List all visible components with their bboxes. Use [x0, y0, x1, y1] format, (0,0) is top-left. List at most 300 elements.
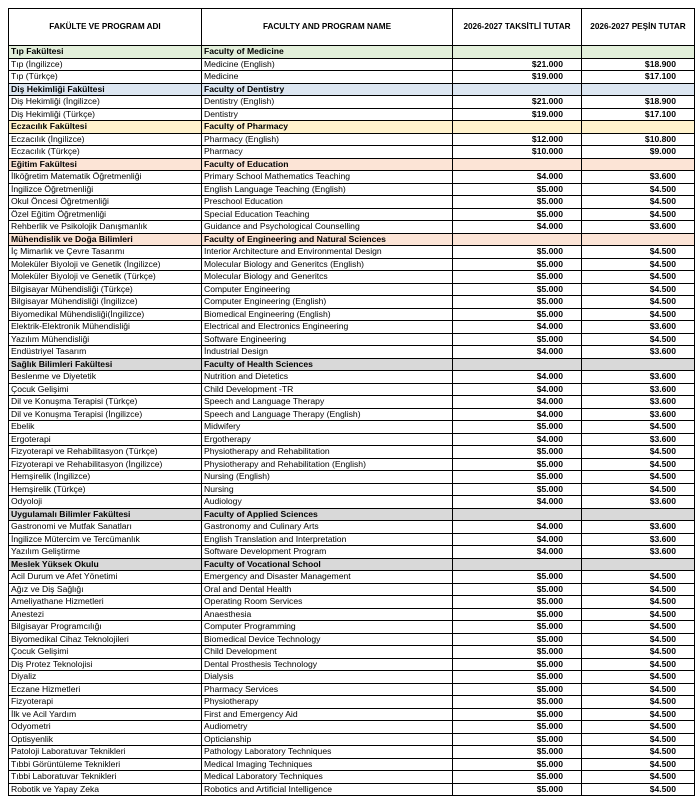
program-name-tr: Beslenme ve Diyetetik	[9, 371, 202, 384]
cash-amount: $4.500	[582, 671, 695, 684]
installment-amount: $5.000	[453, 721, 582, 734]
program-name-tr: Anestezi	[9, 608, 202, 621]
installment-amount: $5.000	[453, 571, 582, 584]
program-name-en: Nursing	[202, 483, 453, 496]
section-name-en: Faculty of Vocational School	[202, 558, 453, 571]
section-name-en: Faculty of Education	[202, 158, 453, 171]
section-blank-installment	[453, 233, 582, 246]
program-name-tr: Biyomedikal Mühendisliği(İngilizce)	[9, 308, 202, 321]
program-name-en: Opticianship	[202, 733, 453, 746]
section-header-row	[9, 358, 695, 371]
cash-amount: $4.500	[582, 296, 695, 309]
installment-amount: $5.000	[453, 608, 582, 621]
section-name-tr: Tıp Fakültesi	[9, 46, 202, 59]
section-header-row	[9, 508, 695, 521]
table-row	[9, 296, 695, 309]
program-name-en: Primary School Mathematics Teaching	[202, 171, 453, 184]
program-name-en: Dental Prosthesis Technology	[202, 658, 453, 671]
table-row	[9, 183, 695, 196]
program-name-tr: Okul Öncesi Öğretmenliği	[9, 196, 202, 209]
program-name-en: Operating Room Services	[202, 596, 453, 609]
cash-amount: $10.800	[582, 133, 695, 146]
program-name-tr: Acil Durum ve Afet Yönetimi	[9, 571, 202, 584]
installment-amount: $4.000	[453, 521, 582, 534]
cash-amount: $4.500	[582, 621, 695, 634]
installment-amount: $5.000	[453, 308, 582, 321]
cash-amount: $4.500	[582, 608, 695, 621]
program-name-tr: Çocuk Gelişimi	[9, 383, 202, 396]
program-name-en: Oral and Dental Health	[202, 583, 453, 596]
table-row	[9, 221, 695, 234]
program-name-tr: Tıp (İngilizce)	[9, 58, 202, 71]
section-name-tr: Uygulamalı Bilimler Fakültesi	[9, 508, 202, 521]
installment-amount: $5.000	[453, 671, 582, 684]
installment-amount: $19.000	[453, 71, 582, 84]
table-row	[9, 571, 695, 584]
program-name-tr: Patoloji Laboratuvar Teknikleri	[9, 746, 202, 759]
cash-amount: $4.500	[582, 208, 695, 221]
program-name-tr: Diş Hekimliği (İngilizce)	[9, 96, 202, 109]
installment-amount: $4.000	[453, 346, 582, 359]
program-name-en: Guidance and Psychological Counselling	[202, 221, 453, 234]
section-blank-installment	[453, 508, 582, 521]
program-name-en: Child Development -TR	[202, 383, 453, 396]
table-row	[9, 321, 695, 334]
installment-amount: $5.000	[453, 658, 582, 671]
installment-amount: $5.000	[453, 708, 582, 721]
program-name-tr: Rehberlik ve Psikolojik Danışmanlık	[9, 221, 202, 234]
program-name-tr: Eczacılık (İngilizce)	[9, 133, 202, 146]
program-name-tr: Ameliyathane Hizmetleri	[9, 596, 202, 609]
program-name-en: Interior Architecture and Environmental Design	[202, 246, 453, 259]
installment-amount: $5.000	[453, 771, 582, 784]
section-name-en: Faculty of Health Sciences	[202, 358, 453, 371]
program-name-tr: Ebelik	[9, 421, 202, 434]
table-row	[9, 433, 695, 446]
program-name-en: Speech and Language Therapy (English)	[202, 408, 453, 421]
program-name-en: Electrical and Electronics Engineering	[202, 321, 453, 334]
table-row	[9, 471, 695, 484]
section-blank-installment	[453, 46, 582, 59]
program-name-tr: Yazılım Mühendisliği	[9, 333, 202, 346]
cash-amount: $4.500	[582, 196, 695, 209]
cash-amount: $4.500	[582, 783, 695, 796]
program-name-en: Medical Laboratory Techniques	[202, 771, 453, 784]
cash-amount: $17.100	[582, 108, 695, 121]
section-blank-cash	[582, 358, 695, 371]
program-name-en: Computer Engineering	[202, 283, 453, 296]
program-name-en: Dentistry (English)	[202, 96, 453, 109]
program-name-tr: Bilgisayar Mühendisliği (İngilizce)	[9, 296, 202, 309]
table-row	[9, 246, 695, 259]
section-name-en: Faculty of Pharmacy	[202, 121, 453, 134]
installment-amount: $5.000	[453, 208, 582, 221]
section-blank-cash	[582, 508, 695, 521]
cash-amount: $4.500	[582, 571, 695, 584]
tuition-table	[8, 8, 695, 796]
cash-amount: $4.500	[582, 283, 695, 296]
cash-amount: $4.500	[582, 758, 695, 771]
program-name-tr: Özel Eğitim Öğretmenliği	[9, 208, 202, 221]
installment-amount: $4.000	[453, 321, 582, 334]
program-name-tr: Gastronomi ve Mutfak Sanatları	[9, 521, 202, 534]
program-name-en: Physiotherapy and Rehabilitation	[202, 446, 453, 459]
section-blank-installment	[453, 121, 582, 134]
cash-amount: $4.500	[582, 583, 695, 596]
program-name-en: Dialysis	[202, 671, 453, 684]
table-row	[9, 546, 695, 559]
program-name-en: İndustrial Design	[202, 346, 453, 359]
program-name-tr: Moleküler Biyoloji ve Genetik (Türkçe)	[9, 271, 202, 284]
cash-amount: $4.500	[582, 596, 695, 609]
table-row	[9, 533, 695, 546]
program-name-en: Software Engineering	[202, 333, 453, 346]
program-name-en: Robotics and Artificial Intelligence	[202, 783, 453, 796]
table-row	[9, 771, 695, 784]
section-header-row	[9, 83, 695, 96]
program-name-tr: Yazılım Geliştirme	[9, 546, 202, 559]
program-name-tr: Diş Protez Teknolojisi	[9, 658, 202, 671]
program-name-tr: Dil ve Konuşma Terapisi (Türkçe)	[9, 396, 202, 409]
section-name-en: Faculty of Engineering and Natural Sciences	[202, 233, 453, 246]
program-name-en: Nutrition and Dietetics	[202, 371, 453, 384]
program-name-en: Biomedical Engineering (English)	[202, 308, 453, 321]
program-name-en: Pharmacy	[202, 146, 453, 159]
program-name-tr: İngilizce Öğretmenliği	[9, 183, 202, 196]
cash-amount: $17.100	[582, 71, 695, 84]
cash-amount: $4.500	[582, 271, 695, 284]
table-row	[9, 458, 695, 471]
installment-amount: $4.000	[453, 371, 582, 384]
header-installment: 2026-2027 TAKSİTLİ TUTAR	[453, 9, 582, 46]
table-row	[9, 333, 695, 346]
program-name-tr: Biyomedikal Cihaz Teknolojileri	[9, 633, 202, 646]
cash-amount: $4.500	[582, 721, 695, 734]
cash-amount: $3.600	[582, 171, 695, 184]
installment-amount: $5.000	[453, 446, 582, 459]
program-name-en: English Language Teaching (English)	[202, 183, 453, 196]
section-name-tr: Mühendislik ve Doğa Bilimleri	[9, 233, 202, 246]
installment-amount: $4.000	[453, 546, 582, 559]
program-name-tr: Diş Hekimliği (Türkçe)	[9, 108, 202, 121]
table-row	[9, 658, 695, 671]
section-name-en: Faculty of Dentistry	[202, 83, 453, 96]
cash-amount: $4.500	[582, 708, 695, 721]
installment-amount: $5.000	[453, 271, 582, 284]
installment-amount: $5.000	[453, 783, 582, 796]
installment-amount: $4.000	[453, 221, 582, 234]
program-name-en: English Translation and Interpretation	[202, 533, 453, 546]
section-name-en: Faculty of Applied Sciences	[202, 508, 453, 521]
program-name-en: Midwifery	[202, 421, 453, 434]
table-row	[9, 708, 695, 721]
cash-amount: $3.600	[582, 396, 695, 409]
program-name-tr: Robotik ve Yapay Zeka	[9, 783, 202, 796]
section-blank-cash	[582, 233, 695, 246]
table-row	[9, 583, 695, 596]
installment-amount: $5.000	[453, 683, 582, 696]
cash-amount: $4.500	[582, 746, 695, 759]
section-blank-installment	[453, 83, 582, 96]
table-row	[9, 608, 695, 621]
table-row	[9, 671, 695, 684]
installment-amount: $5.000	[453, 283, 582, 296]
cash-amount: $3.600	[582, 496, 695, 509]
table-row	[9, 408, 695, 421]
installment-amount: $5.000	[453, 483, 582, 496]
installment-amount: $12.000	[453, 133, 582, 146]
program-name-en: Gastronomy and Culinary Arts	[202, 521, 453, 534]
table-row	[9, 133, 695, 146]
program-name-en: Computer Engineering (English)	[202, 296, 453, 309]
program-name-en: Medical Imaging Techniques	[202, 758, 453, 771]
table-row	[9, 371, 695, 384]
installment-amount: $5.000	[453, 333, 582, 346]
program-name-en: Medicine	[202, 71, 453, 84]
header-faculty-en: FACULTY AND PROGRAM NAME	[202, 9, 453, 46]
section-blank-cash	[582, 83, 695, 96]
program-name-en: Dentistry	[202, 108, 453, 121]
table-row	[9, 446, 695, 459]
cash-amount: $4.500	[582, 658, 695, 671]
table-row	[9, 396, 695, 409]
installment-amount: $5.000	[453, 758, 582, 771]
table-row	[9, 733, 695, 746]
installment-amount: $4.000	[453, 533, 582, 546]
cash-amount: $18.900	[582, 96, 695, 109]
table-row	[9, 196, 695, 209]
program-name-en: First and Emergency Aid	[202, 708, 453, 721]
section-blank-cash	[582, 46, 695, 59]
installment-amount: $5.000	[453, 596, 582, 609]
installment-amount: $5.000	[453, 421, 582, 434]
table-row	[9, 146, 695, 159]
program-name-tr: Tıbbi Laboratuvar Teknikleri	[9, 771, 202, 784]
program-name-en: Pharmacy Services	[202, 683, 453, 696]
program-name-tr: Elektrik-Elektronik Mühendisliği	[9, 321, 202, 334]
cash-amount: $4.500	[582, 258, 695, 271]
table-row	[9, 271, 695, 284]
section-name-en: Faculty of Medicine	[202, 46, 453, 59]
installment-amount: $5.000	[453, 646, 582, 659]
table-row	[9, 58, 695, 71]
installment-amount: $5.000	[453, 583, 582, 596]
table-row	[9, 521, 695, 534]
table-row	[9, 421, 695, 434]
cash-amount: $4.500	[582, 308, 695, 321]
cash-amount: $4.500	[582, 483, 695, 496]
program-name-en: Physiotherapy	[202, 696, 453, 709]
program-name-en: Preschool Education	[202, 196, 453, 209]
installment-amount: $19.000	[453, 108, 582, 121]
program-name-tr: Fizyoterapi	[9, 696, 202, 709]
cash-amount: $4.500	[582, 633, 695, 646]
section-name-tr: Eğitim Fakültesi	[9, 158, 202, 171]
program-name-en: Emergency and Disaster Management	[202, 571, 453, 584]
program-name-en: Audiometry	[202, 721, 453, 734]
table-body	[9, 46, 695, 796]
header-row	[9, 9, 695, 46]
cash-amount: $3.600	[582, 408, 695, 421]
installment-amount: $5.000	[453, 246, 582, 259]
installment-amount: $5.000	[453, 733, 582, 746]
table-row	[9, 171, 695, 184]
program-name-en: Special Education Teaching	[202, 208, 453, 221]
section-header-row	[9, 558, 695, 571]
table-row	[9, 258, 695, 271]
section-blank-installment	[453, 558, 582, 571]
program-name-en: Nursing (English)	[202, 471, 453, 484]
program-name-en: Molecular Biology and Generitcs (English)	[202, 258, 453, 271]
program-name-en: Speech and Language Therapy	[202, 396, 453, 409]
installment-amount: $4.000	[453, 408, 582, 421]
installment-amount: $5.000	[453, 296, 582, 309]
cash-amount: $18.900	[582, 58, 695, 71]
section-blank-cash	[582, 121, 695, 134]
cash-amount: $4.500	[582, 446, 695, 459]
program-name-tr: İngilizce Mütercim ve Tercümanlık	[9, 533, 202, 546]
cash-amount: $4.500	[582, 683, 695, 696]
program-name-tr: Tıp (Türkçe)	[9, 71, 202, 84]
cash-amount: $3.600	[582, 221, 695, 234]
installment-amount: $5.000	[453, 621, 582, 634]
table-row	[9, 383, 695, 396]
table-row	[9, 496, 695, 509]
program-name-en: Computer Programming	[202, 621, 453, 634]
program-name-tr: İlk ve Acil Yardım	[9, 708, 202, 721]
installment-amount: $4.000	[453, 171, 582, 184]
program-name-tr: Fizyoterapi ve Rehabilitasyon (Türkçe)	[9, 446, 202, 459]
installment-amount: $5.000	[453, 183, 582, 196]
installment-amount: $5.000	[453, 633, 582, 646]
cash-amount: $3.600	[582, 321, 695, 334]
cash-amount: $4.500	[582, 471, 695, 484]
cash-amount: $3.600	[582, 383, 695, 396]
table-row	[9, 108, 695, 121]
program-name-en: Ergotherapy	[202, 433, 453, 446]
header-cash: 2026-2027 PEŞİN TUTAR	[582, 9, 695, 46]
table-row	[9, 621, 695, 634]
table-row	[9, 646, 695, 659]
program-name-tr: Endüstriyel Tasarım	[9, 346, 202, 359]
section-header-row	[9, 121, 695, 134]
section-name-tr: Sağlık Bilimleri Fakültesi	[9, 358, 202, 371]
cash-amount: $4.500	[582, 646, 695, 659]
program-name-tr: Moleküler Biyoloji ve Genetik (İngilizce)	[9, 258, 202, 271]
cash-amount: $3.600	[582, 521, 695, 534]
program-name-tr: Bilgisayar Mühendisliği (Türkçe)	[9, 283, 202, 296]
table-row	[9, 633, 695, 646]
installment-amount: $21.000	[453, 58, 582, 71]
cash-amount: $4.500	[582, 733, 695, 746]
cash-amount: $4.500	[582, 246, 695, 259]
table-row	[9, 783, 695, 796]
program-name-tr: Çocuk Gelişimi	[9, 646, 202, 659]
table-row	[9, 596, 695, 609]
installment-amount: $5.000	[453, 471, 582, 484]
section-name-tr: Diş Hekimliği Fakültesi	[9, 83, 202, 96]
program-name-tr: Hemşirelik (Türkçe)	[9, 483, 202, 496]
program-name-tr: İç Mimarlık ve Çevre Tasarımı	[9, 246, 202, 259]
installment-amount: $5.000	[453, 196, 582, 209]
installment-amount: $5.000	[453, 696, 582, 709]
table-row	[9, 483, 695, 496]
installment-amount: $5.000	[453, 746, 582, 759]
installment-amount: $21.000	[453, 96, 582, 109]
table-row	[9, 758, 695, 771]
section-header-row	[9, 158, 695, 171]
program-name-tr: Diyaliz	[9, 671, 202, 684]
table-row	[9, 283, 695, 296]
cash-amount: $3.600	[582, 533, 695, 546]
cash-amount: $4.500	[582, 183, 695, 196]
installment-amount: $5.000	[453, 458, 582, 471]
table-row	[9, 746, 695, 759]
installment-amount: $4.000	[453, 433, 582, 446]
program-name-tr: Eczacılık (Türkçe)	[9, 146, 202, 159]
installment-amount: $4.000	[453, 396, 582, 409]
table-row	[9, 308, 695, 321]
cash-amount: $4.500	[582, 458, 695, 471]
table-row	[9, 71, 695, 84]
program-name-tr: Ergoterapi	[9, 433, 202, 446]
table-row	[9, 208, 695, 221]
cash-amount: $3.600	[582, 371, 695, 384]
cash-amount: $3.600	[582, 346, 695, 359]
program-name-tr: Fizyoterapi ve Rehabilitasyon (İngilizce)	[9, 458, 202, 471]
program-name-en: Audiology	[202, 496, 453, 509]
section-header-row	[9, 46, 695, 59]
cash-amount: $4.500	[582, 421, 695, 434]
program-name-tr: Tıbbi Görüntüleme Teknikleri	[9, 758, 202, 771]
program-name-en: Child Development	[202, 646, 453, 659]
program-name-tr: Dil ve Konuşma Terapisi (İngilizce)	[9, 408, 202, 421]
cash-amount: $9.000	[582, 146, 695, 159]
header-faculty-tr: FAKÜLTE VE PROGRAM ADI	[9, 9, 202, 46]
program-name-tr: Odyometri	[9, 721, 202, 734]
program-name-en: Software Development Program	[202, 546, 453, 559]
installment-amount: $5.000	[453, 258, 582, 271]
program-name-tr: Bilgisayar Programcılığı	[9, 621, 202, 634]
section-header-row	[9, 233, 695, 246]
table-row	[9, 721, 695, 734]
cash-amount: $4.500	[582, 696, 695, 709]
program-name-en: Medicine (English)	[202, 58, 453, 71]
table-row	[9, 683, 695, 696]
program-name-tr: Hemşirelik (İngilizce)	[9, 471, 202, 484]
cash-amount: $4.500	[582, 771, 695, 784]
section-name-tr: Eczacılık Fakültesi	[9, 121, 202, 134]
cash-amount: $4.500	[582, 333, 695, 346]
section-name-tr: Meslek Yüksek Okulu	[9, 558, 202, 571]
program-name-en: Anaesthesia	[202, 608, 453, 621]
table-row	[9, 96, 695, 109]
section-blank-cash	[582, 558, 695, 571]
cash-amount: $3.600	[582, 546, 695, 559]
installment-amount: $4.000	[453, 496, 582, 509]
program-name-tr: İlköğretim Matematik Öğretmenliği	[9, 171, 202, 184]
program-name-en: Biomedical Device Technology	[202, 633, 453, 646]
section-blank-installment	[453, 158, 582, 171]
program-name-tr: Eczane Hizmetleri	[9, 683, 202, 696]
section-blank-cash	[582, 158, 695, 171]
program-name-tr: Optisyenlik	[9, 733, 202, 746]
installment-amount: $10.000	[453, 146, 582, 159]
program-name-en: Pharmacy (English)	[202, 133, 453, 146]
program-name-tr: Odyoloji	[9, 496, 202, 509]
program-name-en: Pathology Laboratory Techniques	[202, 746, 453, 759]
cash-amount: $3.600	[582, 433, 695, 446]
